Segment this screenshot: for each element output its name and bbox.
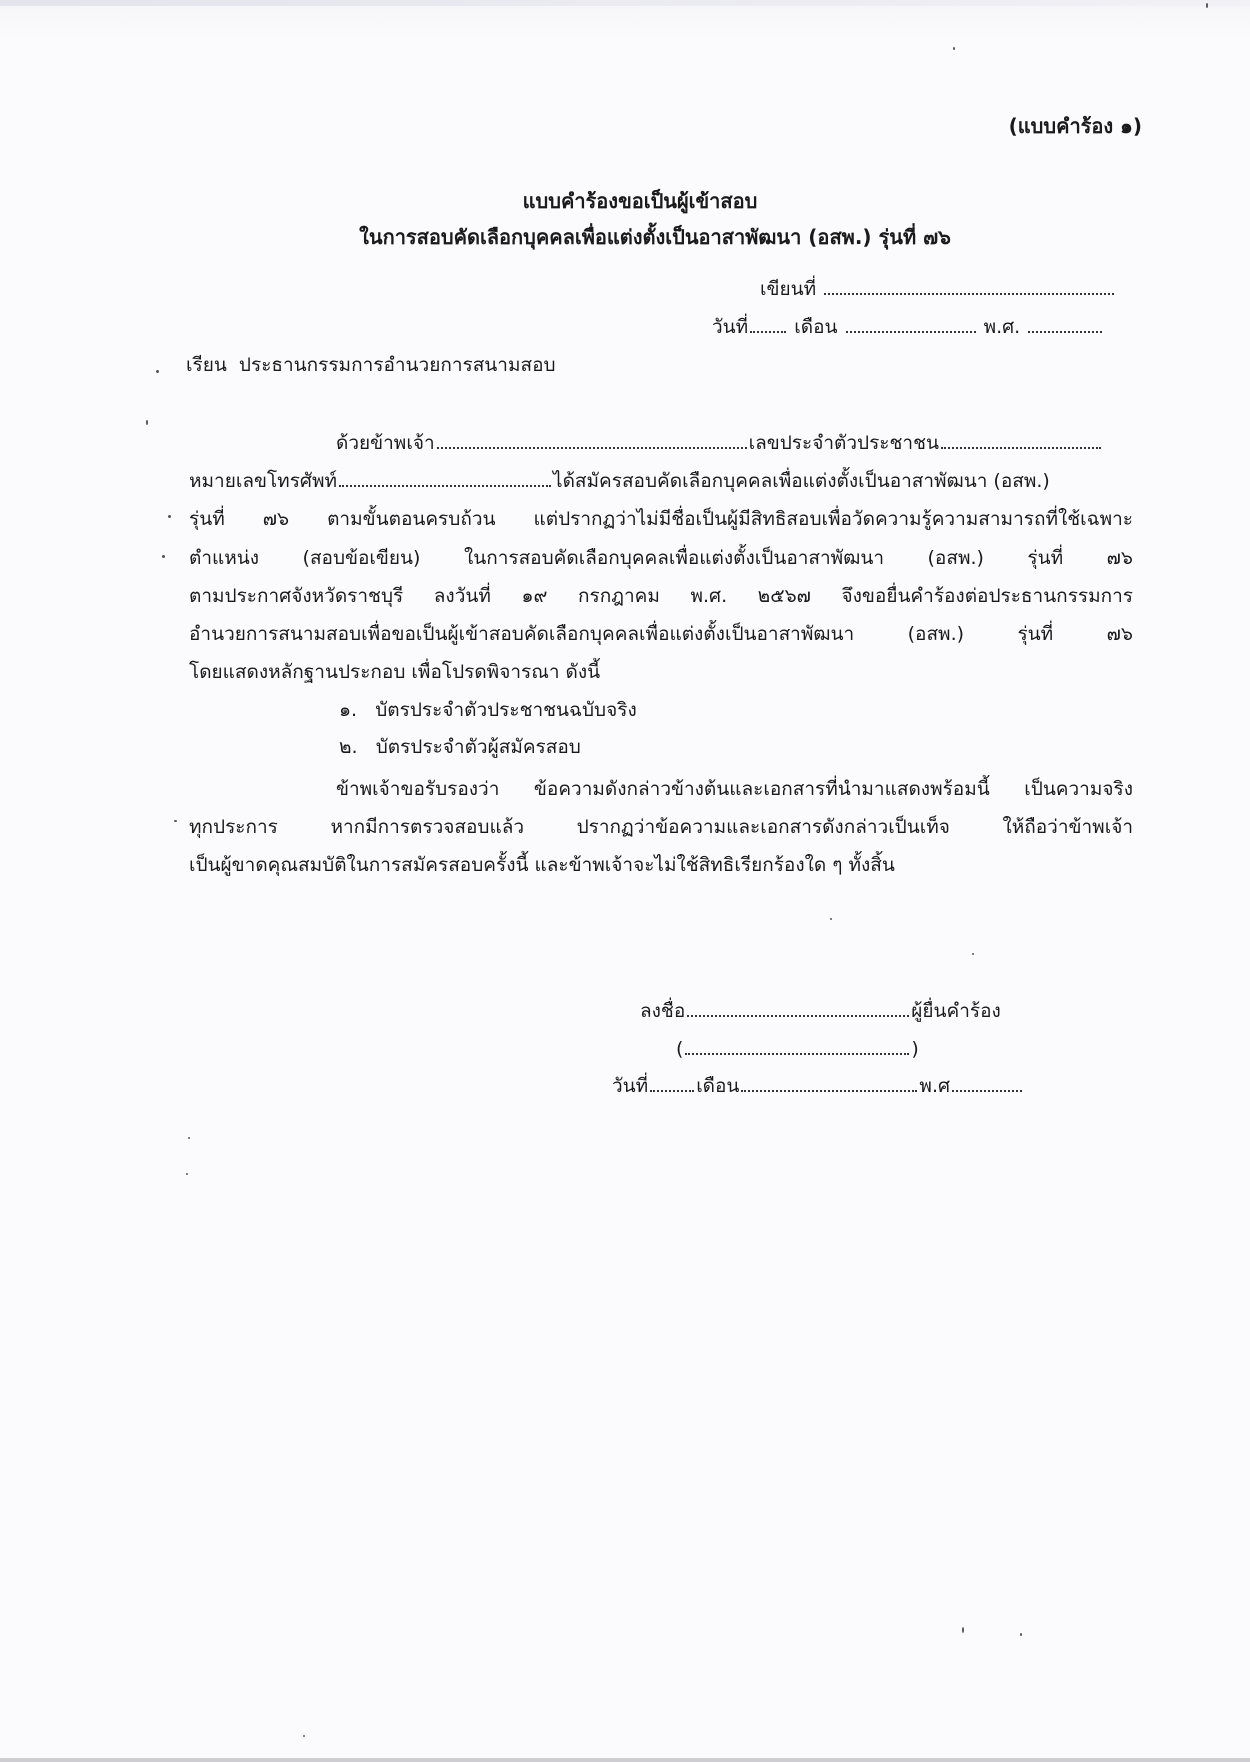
body-line-4: ตำแหน่ง (สอบข้อเขียน) ในการสอบคัดเลือกบุคคลเพื่อแต่งตั้งเป็นอาสาพัฒนา (อสพ.) รุ่นที่ ๗๖ xyxy=(189,547,1133,569)
scan-speck xyxy=(174,820,177,822)
attachment-number: ๑. xyxy=(339,699,358,721)
scan-speck xyxy=(830,918,832,920)
attachment-label: บัตรประจำตัวประชาชนฉบับจริง xyxy=(375,699,637,721)
written-at-blank[interactable] xyxy=(824,279,1114,295)
day-blank[interactable] xyxy=(750,317,786,333)
scan-speck xyxy=(186,1173,188,1175)
document-title: แบบคำร้องขอเป็นผู้เข้าสอบ xyxy=(522,189,758,213)
month-label: เดือน xyxy=(794,316,838,338)
scan-edge-bottom xyxy=(0,1758,1250,1762)
written-at-field xyxy=(760,276,1116,302)
scan-speck xyxy=(1206,3,1208,8)
scan-speck xyxy=(162,555,165,558)
sig-date-label: วันที่ xyxy=(612,1075,649,1097)
paren-open: ( xyxy=(676,1038,684,1060)
certification-line-1: ข้าพเจ้าขอรับรองว่า ข้อความดังกล่าวข้างต้นและเอกสารที่นำมาแสดงพร้อมนี้ เป็นความจริง xyxy=(336,778,1133,800)
phone-blank[interactable] xyxy=(339,471,551,487)
paren-close: ) xyxy=(911,1038,919,1060)
body-line-5: ตามประกาศจังหวัดราชบุรี ลงวันที่ ๑๙ กรกฎาคม พ.ศ. ๒๕๖๗ จึงขอยื่นคำร้องต่อประธานกรรมการ xyxy=(189,585,1133,607)
signature-line xyxy=(640,998,1001,1024)
signature-blank[interactable] xyxy=(687,1001,909,1017)
applicant-name-label: ด้วยข้าพเจ้า xyxy=(336,432,435,454)
sig-year-label: พ.ศ xyxy=(919,1075,951,1097)
body-line-7: โดยแสดงหลักฐานประกอบ เพื่อโปรดพิจารณา ดังนี้ xyxy=(189,661,601,683)
sig-month-blank[interactable] xyxy=(741,1076,917,1092)
salutation xyxy=(186,352,556,378)
written-at-label: เขียนที่ xyxy=(760,278,817,300)
printed-name-blank[interactable] xyxy=(685,1039,909,1055)
scan-speck xyxy=(972,953,974,955)
body-line-2-text: ได้สมัครสอบคัดเลือกบุคคลเพื่อแต่งตั้งเป็นอาสาพัฒนา (อสพ.) xyxy=(553,470,1050,492)
scan-speck xyxy=(303,1735,305,1737)
petitioner-label: ผู้ยื่นคำร้อง xyxy=(911,1000,1001,1022)
scan-speck xyxy=(953,47,955,50)
body-line-6: อำนวยการสนามสอบเพื่อขอเป็นผู้เข้าสอบคัดเลือกบุคคลเพื่อแต่งตั้งเป็นอาสาพัฒนา (อสพ.) รุ่นที่ ๗๖ xyxy=(189,623,1133,645)
sig-day-blank[interactable] xyxy=(650,1076,694,1092)
attachment-item-2 xyxy=(339,734,581,760)
attachment-label: บัตรประจำตัวผู้สมัครสอบ xyxy=(375,736,581,758)
scan-speck xyxy=(168,515,171,518)
year-blank[interactable] xyxy=(1028,317,1102,333)
attachment-item-1 xyxy=(339,697,637,723)
sig-month-label: เดือน xyxy=(696,1075,740,1097)
signature-date-line xyxy=(612,1073,1024,1099)
year-label: พ.ศ. xyxy=(983,316,1021,338)
scan-speck xyxy=(156,370,159,373)
form-id: (แบบคำร้อง ๑) xyxy=(1008,114,1142,138)
printed-name-line xyxy=(676,1036,919,1062)
applicant-name-blank[interactable] xyxy=(437,433,747,449)
scan-speck xyxy=(1020,1633,1022,1636)
scan-speck xyxy=(188,1137,190,1139)
certification-line-2: ทุกประการ หากมีการตรวจสอบแล้ว ปรากฏว่าข้อความและเอกสารดังกล่าวเป็นเท็จ ให้ถือว่าข้าพเจ้า xyxy=(189,816,1133,838)
body-line-1 xyxy=(336,430,1103,456)
document-subtitle: ในการสอบคัดเลือกบุคคลเพื่อแต่งตั้งเป็นอาสาพัฒนา (อสพ.) รุ่นที่ ๗๖ xyxy=(359,225,951,249)
salutation-label: เรียน xyxy=(186,354,227,376)
scan-speck xyxy=(146,420,148,425)
date-label: วันที่ xyxy=(712,316,749,338)
scan-speck xyxy=(962,1627,964,1633)
certification-line-3: เป็นผู้ขาดคุณสมบัติในการสมัครสอบครั้งนี้ และข้าพเจ้าจะไม่ใช้สิทธิเรียกร้องใด ๆ ทั้งสิ้น xyxy=(189,854,895,876)
sign-label: ลงชื่อ xyxy=(640,1000,686,1022)
month-blank[interactable] xyxy=(846,317,976,333)
national-id-blank[interactable] xyxy=(941,433,1101,449)
sig-year-blank[interactable] xyxy=(952,1076,1022,1092)
attachment-number: ๒. xyxy=(339,736,358,758)
body-line-2 xyxy=(189,468,1050,494)
phone-label: หมายเลขโทรศัพท์ xyxy=(189,470,338,492)
header-date-field xyxy=(712,314,1104,340)
national-id-label: เลขประจำตัวประชาชน xyxy=(748,432,939,454)
salutation-recipient: ประธานกรรมการอำนวยการสนามสอบ xyxy=(238,354,556,376)
body-line-3: รุ่นที่ ๗๖ ตามขั้นตอนครบถ้วน แต่ปรากฏว่าไม่มีชื่อเป็นผู้มีสิทธิสอบเพื่อวัดความรู้ความสามารถที่ใช้เฉพาะ xyxy=(189,508,1133,530)
scan-edge-top xyxy=(0,0,1250,6)
